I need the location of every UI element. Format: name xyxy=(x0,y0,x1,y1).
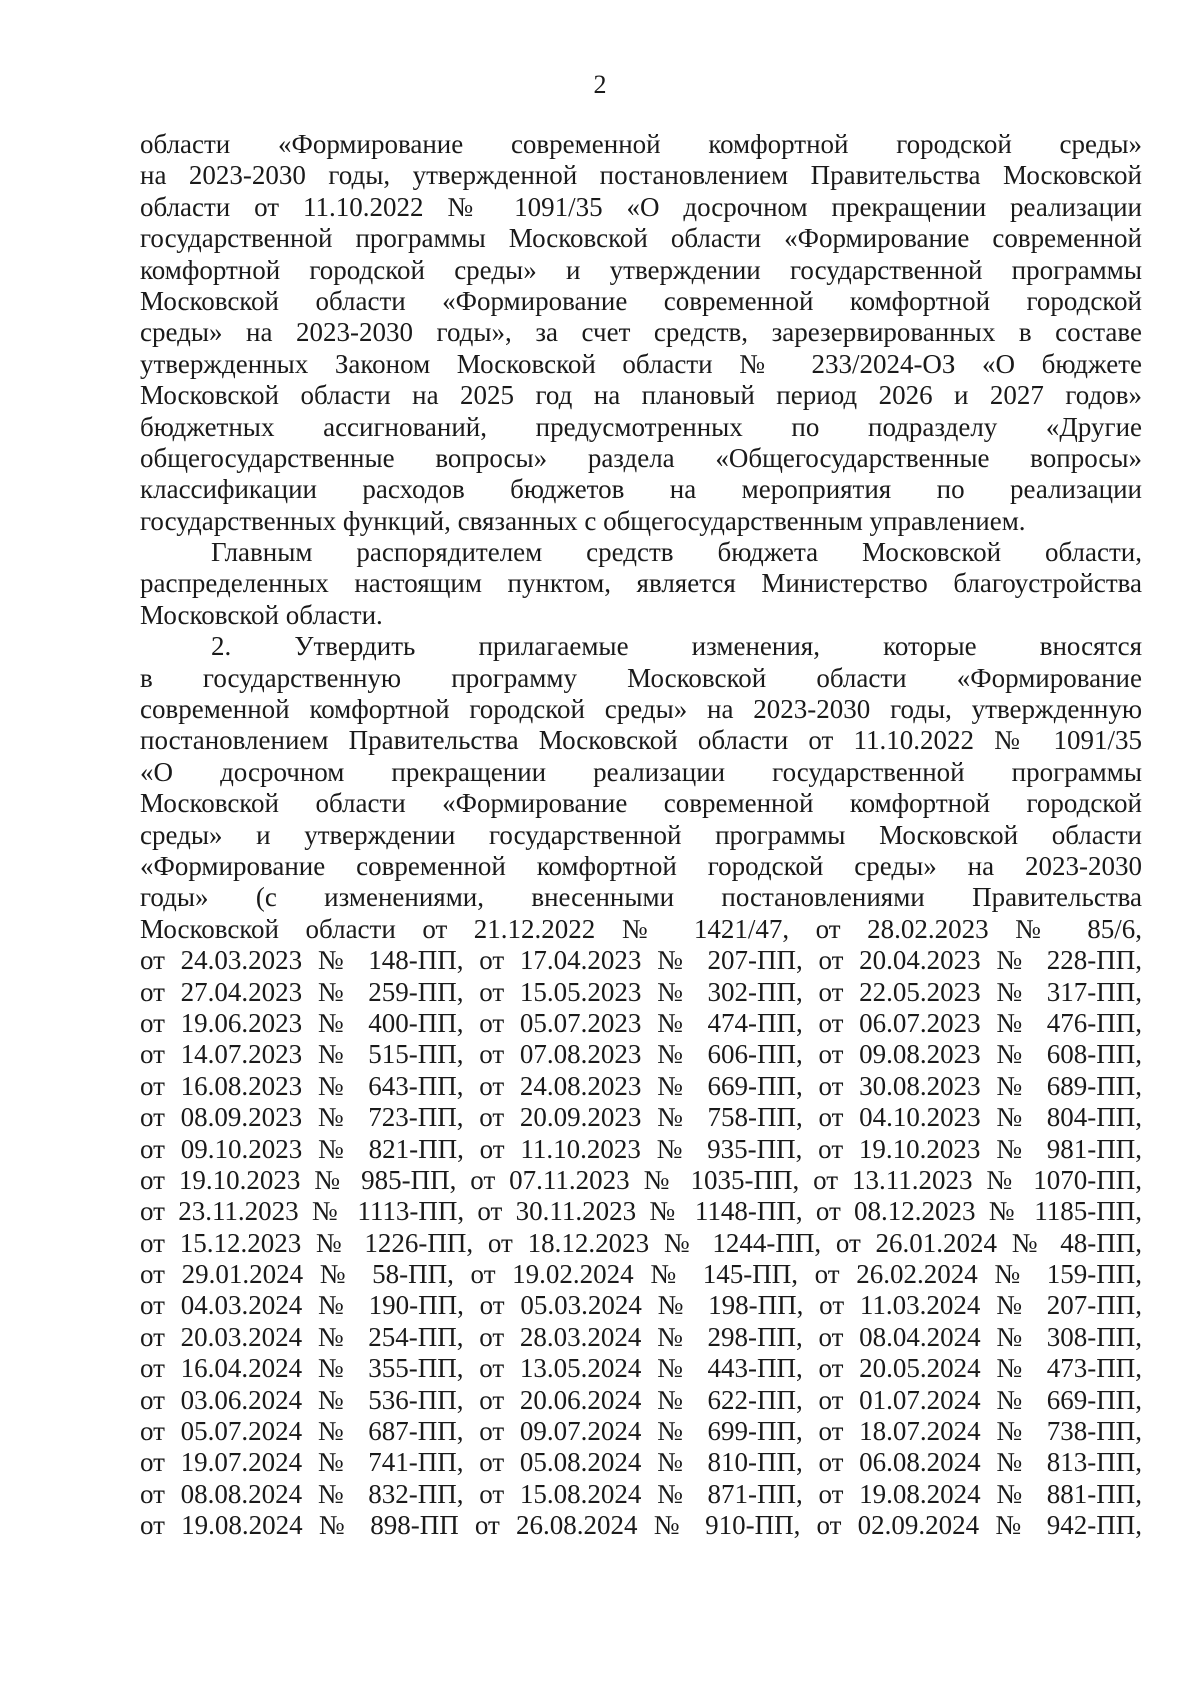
text-line: среды» и утверждении государственной программы Московской области xyxy=(140,819,1142,850)
text-line: постановлением Правительства Московской области от 11.10.2022 № 1091/35 xyxy=(140,725,1142,756)
text-line: «О досрочном прекращении реализации государственной программы xyxy=(140,756,1142,787)
text-line: от 23.11.2023 № 1113-ПП, от 30.11.2023 № 1148-ПП, от 08.12.2023 № 1185-ПП, xyxy=(140,1196,1142,1227)
text-line: от 16.08.2023 № 643-ПП, от 24.08.2023 № 669-ПП, от 30.08.2023 № 689-ПП, xyxy=(140,1070,1142,1101)
text-line: среды» на 2023-2030 годы», за счет средств, зарезервированных в составе xyxy=(140,317,1142,348)
text-line: от 20.03.2024 № 254-ПП, от 28.03.2024 № 298-ПП, от 08.04.2024 № 308-ПП, xyxy=(140,1321,1142,1352)
text-line: классификации расходов бюджетов на мероприятия по реализации xyxy=(140,474,1142,505)
text-line: от 19.06.2023 № 400-ПП, от 05.07.2023 № 474-ПП, от 06.07.2023 № 476-ПП, xyxy=(140,1007,1142,1038)
text-line: от 15.12.2023 № 1226-ПП, от 18.12.2023 № 1244-ПП, от 26.01.2024 № 48-ПП, xyxy=(140,1227,1142,1258)
text-line: в государственную программу Московской области «Формирование xyxy=(140,662,1142,693)
text-line: от 16.04.2024 № 355-ПП, от 13.05.2024 № 443-ПП, от 20.05.2024 № 473-ПП, xyxy=(140,1353,1142,1384)
text-line: от 19.10.2023 № 985-ПП, от 07.11.2023 № 1035-ПП, от 13.11.2023 № 1070-ПП, xyxy=(140,1164,1142,1195)
text-line: от 09.10.2023 № 821-ПП, от 11.10.2023 № 935-ПП, от 19.10.2023 № 981-ПП, xyxy=(140,1133,1142,1164)
text-line: комфортной городской среды» и утверждении государственной программы xyxy=(140,254,1142,285)
text-line: от 14.07.2023 № 515-ПП, от 07.08.2023 № 606-ПП, от 09.08.2023 № 608-ПП, xyxy=(140,1039,1142,1070)
text-line: «Формирование современной комфортной городской среды» на 2023-2030 xyxy=(140,850,1142,881)
text-line: Московской области «Формирование современной комфортной городской xyxy=(140,285,1142,316)
text-line: Главным распорядителем средств бюджета Московской области, xyxy=(211,537,1142,568)
document-body-text xyxy=(140,129,1142,1542)
text-line: от 29.01.2024 № 58-ПП, от 19.02.2024 № 145-ПП, от 26.02.2024 № 159-ПП, xyxy=(140,1259,1142,1290)
text-line: от 05.07.2024 № 687-ПП, от 09.07.2024 № 699-ПП, от 18.07.2024 № 738-ПП, xyxy=(140,1416,1142,1447)
text-line: от 24.03.2023 № 148-ПП, от 17.04.2023 № 207-ПП, от 20.04.2023 № 228-ПП, xyxy=(140,945,1142,976)
text-line: распределенных настоящим пунктом, является Министерство благоустройства xyxy=(140,568,1142,599)
text-line: бюджетных ассигнований, предусмотренных по подразделу «Другие xyxy=(140,411,1142,442)
text-line: 2. Утвердить прилагаемые изменения, которые вносятся xyxy=(211,631,1142,662)
text-line: современной комфортной городской среды» на 2023-2030 годы, утвержденную xyxy=(140,694,1142,725)
text-line: на 2023-2030 годы, утвержденной постановлением Правительства Московской xyxy=(140,160,1142,191)
text-line: от 08.09.2023 № 723-ПП, от 20.09.2023 № 758-ПП, от 04.10.2023 № 804-ПП, xyxy=(140,1102,1142,1133)
text-line: годы» (с изменениями, внесенными постановлениями Правительства xyxy=(140,882,1142,913)
text-line: государственных функций, связанных с общегосударственным управлением. xyxy=(140,505,1026,536)
text-line: от 27.04.2023 № 259-ПП, от 15.05.2023 № 302-ПП, от 22.05.2023 № 317-ПП, xyxy=(140,976,1142,1007)
text-line: области от 11.10.2022 № 1091/35 «О досрочном прекращении реализации xyxy=(140,191,1142,222)
text-line: государственной программы Московской области «Формирование современной xyxy=(140,223,1142,254)
text-line: от 03.06.2024 № 536-ПП, от 20.06.2024 № 622-ПП, от 01.07.2024 № 669-ПП, xyxy=(140,1384,1142,1415)
text-line: от 04.03.2024 № 190-ПП, от 05.03.2024 № 198-ПП, от 11.03.2024 № 207-ПП, xyxy=(140,1290,1142,1321)
text-line: Московской области «Формирование современной комфортной городской xyxy=(140,788,1142,819)
text-line: от 19.07.2024 № 741-ПП, от 05.08.2024 № 810-ПП, от 06.08.2024 № 813-ПП, xyxy=(140,1447,1142,1478)
text-line: от 19.08.2024 № 898-ПП от 26.08.2024 № 910-ПП, от 02.09.2024 № 942-ПП, xyxy=(140,1510,1142,1541)
text-line: Московской области. xyxy=(140,599,383,630)
text-line: от 08.08.2024 № 832-ПП, от 15.08.2024 № 871-ПП, от 19.08.2024 № 881-ПП, xyxy=(140,1478,1142,1509)
text-line: Московской области на 2025 год на плановый период 2026 и 2027 годов» xyxy=(140,380,1142,411)
text-line: области «Формирование современной комфортной городской среды» xyxy=(140,129,1142,159)
text-line: Московской области от 21.12.2022 № 1421/47, от 28.02.2023 № 85/6, xyxy=(140,913,1142,944)
text-line: утвержденных Законом Московской области № 233/2024-ОЗ «О бюджете xyxy=(140,348,1142,379)
text-line: общегосударственные вопросы» раздела «Общегосударственные вопросы» xyxy=(140,442,1142,473)
page-number: 2 xyxy=(593,70,607,99)
